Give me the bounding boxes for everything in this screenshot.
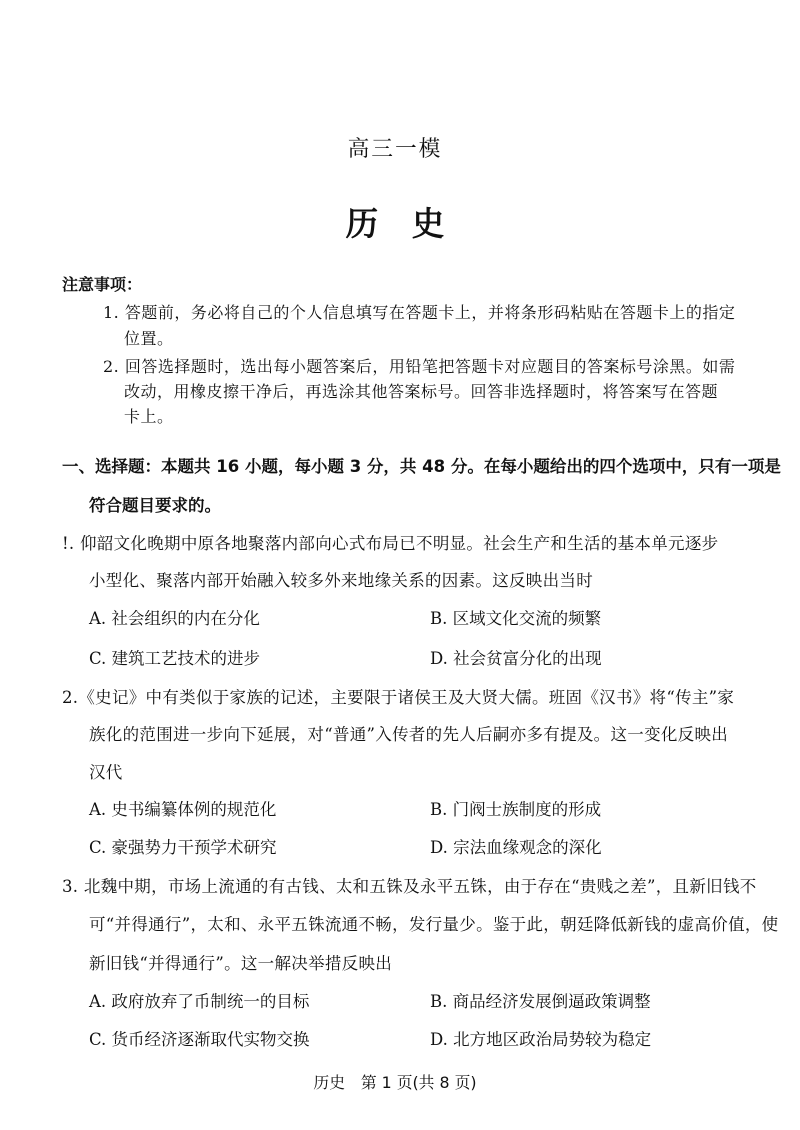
option-b: B. 区域文化交流的频繁: [430, 609, 602, 628]
notice-line: 2. 回答选择题时，选出每小题答案后，用铅笔把答题卡对应题目的答案标号涂黑。如需: [103, 357, 736, 376]
option-a: A. 政府放弃了币制统一的目标: [89, 992, 310, 1011]
option-a: A. 社会组织的内在分化: [89, 609, 260, 628]
exam-subtitle: 高三一模: [347, 137, 443, 162]
notice-line: 卡上。: [124, 407, 174, 426]
question-text: 汉代: [89, 763, 123, 782]
question-text: !. 仰韶文化晚期中原各地聚落内部向心式布局已不明显。社会生产和生活的基本单元逐步: [62, 534, 719, 553]
option-b: B. 门阀士族制度的形成: [430, 800, 602, 819]
question-text: 族化的范围进一步向下延展，对“普通”入传者的先人后嗣亦多有提及。这一变化反映出: [89, 725, 729, 744]
exam-title: 历史: [345, 204, 478, 243]
option-c: C. 豪强势力干预学术研究: [89, 838, 277, 857]
option-d: D. 宗法血缘观念的深化: [430, 838, 602, 857]
page-footer: 历史 第 1 页(共 8 页): [313, 1073, 477, 1092]
section-heading-line2: 符合题目要求的。: [89, 496, 221, 515]
notice-line: 1. 答题前，务必将自己的个人信息填写在答题卡上，并将条形码粘贴在答题卡上的指定: [103, 303, 736, 322]
question-text: 可“并得通行”，太和、永平五铢流通不畅，发行量少。鉴于此，朝廷降低新钱的虚高价值，使: [89, 915, 779, 934]
question-text: 小型化、聚落内部开始融入较多外来地缘关系的因素。这反映出当时: [89, 571, 593, 590]
notice-line: 位置。: [124, 329, 174, 348]
question-text: 2.《史记》中有类似于家族的记述，主要限于诸侯王及大贤大儒。班固《汉书》将“传主”家: [62, 688, 735, 707]
question-text: 3. 北魏中期，市场上流通的有古钱、太和五铢及永平五铢，由于存在“贵贱之差”，且新旧钱不: [62, 877, 757, 896]
option-d: D. 社会贫富分化的出现: [430, 649, 602, 668]
option-c: C. 货币经济逐渐取代实物交换: [89, 1030, 310, 1049]
option-c: C. 建筑工艺技术的进步: [89, 649, 261, 668]
option-a: A. 史书编纂体例的规范化: [89, 800, 277, 819]
notice-line: 改动，用橡皮擦干净后，再选涂其他答案标号。回答非选择题时，将答案写在答题: [124, 382, 719, 401]
option-d: D. 北方地区政治局势较为稳定: [430, 1030, 652, 1049]
option-b: B. 商品经济发展倒逼政策调整: [430, 992, 651, 1011]
notice-heading: 注意事项：: [62, 275, 143, 294]
question-text: 新旧钱“并得通行”。这一解决举措反映出: [89, 954, 393, 973]
section-heading-line1: 一、选择题：本题共 16 小题，每小题 3 分，共 48 分。在每小题给出的四个选项中，只有一项是: [62, 457, 781, 476]
